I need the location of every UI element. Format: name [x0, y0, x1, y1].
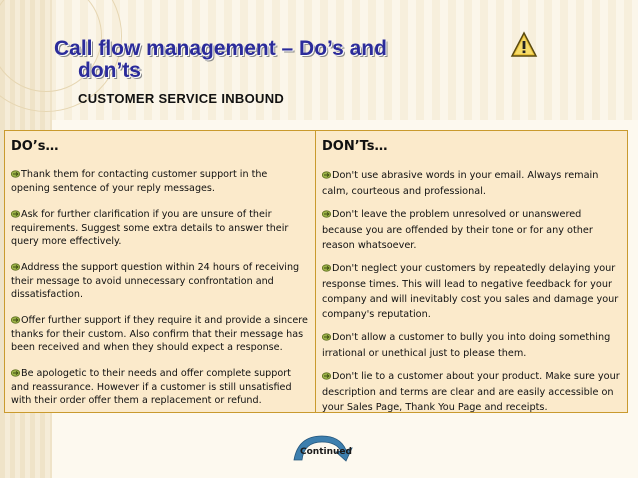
dos-column: [5, 131, 316, 412]
list-item-text: Ask for further clarification if you are unsure of their requirements. Suggest some extra details to answer their query more effectively.: [11, 209, 289, 247]
list-item-text: Thank them for contacting customer support in the opening sentence of your reply messages.: [11, 169, 268, 194]
list-item-text: Don't allow a customer to bully you into doing something irrational or unethical just to please them.: [322, 332, 611, 359]
continue-label: Continued: [300, 447, 352, 457]
warning-triangle-icon: [510, 31, 538, 58]
arrow-bullet-icon: [11, 209, 20, 222]
list-item: [322, 207, 621, 253]
arrow-bullet-icon: [322, 370, 331, 385]
slide-subtitle: CUSTOMER SERVICE INBOUND: [78, 91, 285, 106]
list-item-text: Be apologetic to their needs and offer complete support and reassurance. However if a customer is still unsatisfied with their order offer them a replacement or refund.: [11, 368, 292, 406]
continue-button[interactable]: [292, 432, 354, 478]
list-item-text: Address the support question within 24 hours of receiving their message to avoid unnecessary confrontation and dissatisfaction.: [11, 262, 300, 300]
list-item-text: Don't lie to a customer about your product. Make sure your description and terms are clear and are easily accessible on your Sales Page, Thank You Page and receipts.: [322, 371, 620, 413]
slide-title-line-2: don’ts: [78, 59, 141, 82]
donts-column: [316, 131, 627, 412]
list-item: [322, 261, 621, 322]
list-item-text: Don't neglect your customers by repeatedly delaying your response times. This will lead to negative feedback for your company and will inevitably cost you sales and damage your company's reputation.: [322, 263, 619, 320]
arrow-bullet-icon: [322, 169, 331, 184]
list-item: [322, 330, 621, 361]
arrow-bullet-icon: [11, 262, 20, 275]
donts-heading: DON’Ts…: [322, 139, 388, 154]
list-item: [11, 314, 309, 354]
dos-donts-table: [4, 130, 628, 413]
list-item-text: Don't leave the problem unresolved or unanswered because you are offended by their tone or for any other reason whatsoever.: [322, 209, 593, 251]
list-item: [11, 261, 309, 301]
list-item: [11, 208, 309, 248]
donts-list: [322, 168, 621, 415]
dos-heading: DO’s…: [11, 139, 59, 154]
dos-list: [11, 168, 309, 407]
arrow-bullet-icon: [322, 262, 331, 277]
arrow-bullet-icon: [11, 169, 20, 182]
list-item: [322, 369, 621, 415]
list-item-text: Don't use abrasive words in your email. Always remain calm, courteous and professional.: [322, 170, 599, 197]
list-item-text: Offer further support if they require it and provide a sincere thanks for their custom. Also confirm that their message has been received and when they should expect a response.: [11, 315, 308, 353]
arrow-bullet-icon: [322, 331, 331, 346]
list-item: [11, 367, 309, 407]
arrow-bullet-icon: [322, 208, 331, 223]
arrow-bullet-icon: [11, 368, 20, 381]
list-item: [11, 168, 309, 195]
list-item: [322, 168, 621, 199]
arrow-bullet-icon: [11, 315, 20, 328]
slide-title: [54, 38, 494, 82]
slide-title-line-1: Call flow management – Do’s and: [54, 37, 387, 60]
